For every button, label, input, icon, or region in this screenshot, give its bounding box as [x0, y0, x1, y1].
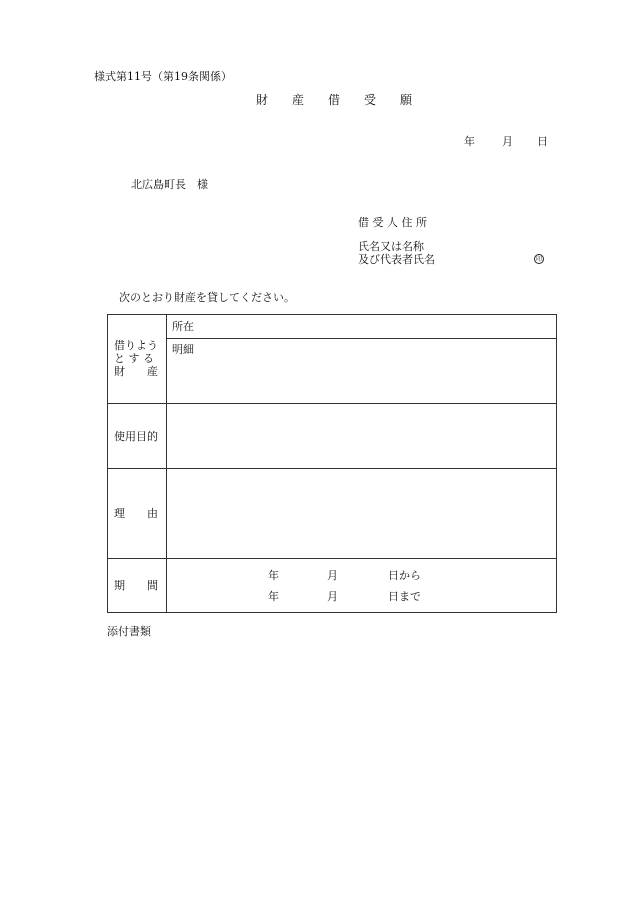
- applicant-representative-label: 及び代表者氏名: [358, 253, 435, 266]
- location-label: 所在: [172, 320, 194, 333]
- purpose-label: 使用目的: [114, 430, 158, 443]
- period-from-day: 日から: [388, 569, 421, 582]
- period-from-year: 年: [268, 569, 279, 582]
- property-label-line-1: 借りよう: [114, 339, 158, 352]
- date-year-label: 年: [464, 135, 475, 148]
- property-label-line-3: 財 産: [114, 365, 158, 378]
- form-title: 財 産 借 受 願: [256, 93, 413, 107]
- table-column-divider: [166, 315, 167, 612]
- reason-label: 理 由: [114, 507, 158, 520]
- period-from-month: 月: [327, 569, 338, 582]
- row-divider-purpose: [108, 468, 556, 469]
- period-to-year: 年: [268, 590, 279, 603]
- attachments-label: 添付書類: [107, 625, 151, 638]
- property-form-table: [107, 314, 557, 613]
- addressee: 北広島町長 様: [131, 178, 208, 191]
- period-to-day: 日まで: [388, 590, 421, 603]
- seal-icon: 印: [535, 256, 542, 263]
- row-divider-property: [108, 403, 556, 404]
- form-number: 様式第11号（第19条関係）: [94, 70, 232, 83]
- date-month-label: 月: [502, 135, 513, 148]
- property-label-line-2: と す る: [114, 352, 154, 365]
- row-divider-reason: [108, 558, 556, 559]
- intro-text: 次のとおり財産を貸してください。: [119, 291, 295, 304]
- date-day-label: 日: [537, 135, 548, 148]
- applicant-name-label: 氏名又は名称: [358, 240, 424, 253]
- details-label: 明細: [172, 343, 194, 356]
- period-label: 期 間: [114, 579, 158, 592]
- period-to-month: 月: [327, 590, 338, 603]
- applicant-address-label: 借 受 人 住 所: [358, 216, 427, 229]
- location-divider: [166, 338, 556, 339]
